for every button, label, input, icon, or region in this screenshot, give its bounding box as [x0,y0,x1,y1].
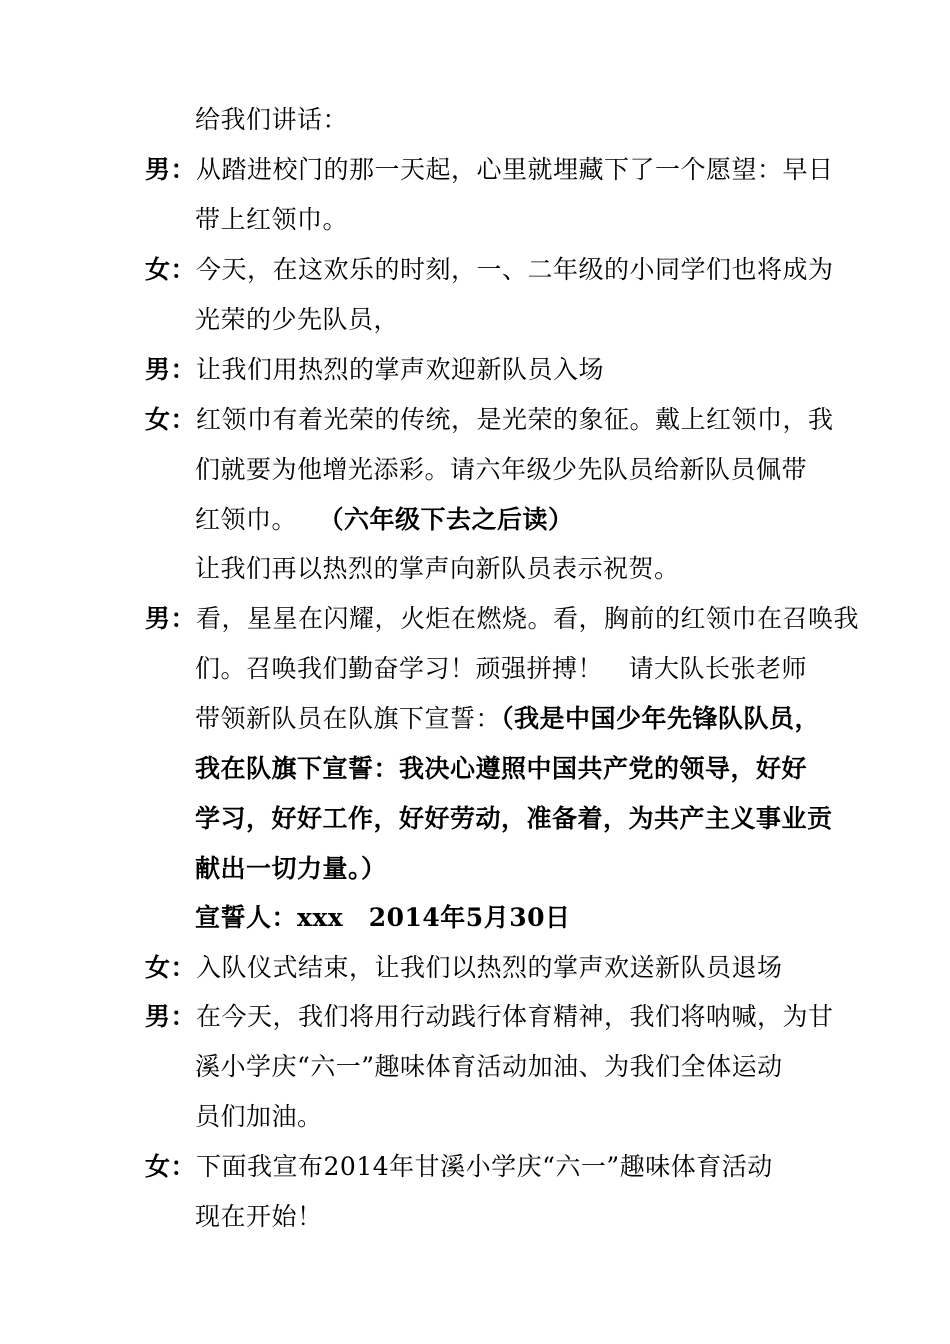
script-line [145,400,834,440]
line-text: 让我们用热烈的掌声欢迎新队员入场 [196,355,605,384]
line-text: 们就要为他增光添彩。请六年级少先队员给新队员佩带 [195,455,808,484]
line-text: 带上红领巾。 [195,205,349,234]
oath-text: 学习，好好工作，好好劳动，准备着，为共产主义事业贡 [195,804,833,833]
oath-signature [195,898,570,938]
speaker-label: 女： [145,1152,197,1181]
script-line [145,599,859,639]
line-text: 溪小学庆“六一”趣味体育活动加油、为我们全体运动 [195,1052,783,1081]
speaker-label: 女： [145,405,197,434]
oath-line [195,849,387,889]
line-text: 让我们再以热烈的掌声向新队员表示祝贺。 [195,554,680,583]
script-line [145,1147,773,1187]
speaker-label: 女： [145,953,197,982]
script-line [145,948,783,988]
script-line [195,450,807,490]
line-text: 在今天，我们将用行动践行体育精神，我们将呐喊，为甘 [196,1002,834,1031]
speaker-label: 男： [145,355,197,384]
script-line [145,997,834,1037]
line-text: 入队仪式结束，让我们以热烈的掌声欢送新队员退场 [196,953,783,982]
line-text: 员们加油。 [195,1102,323,1131]
line-text: 红领巾。 [195,505,298,534]
oath-line [195,799,833,839]
script-line [195,699,820,739]
line-text: 给我们讲话： [195,105,349,134]
line-text: 今天，在这欢乐的时刻，一、二年级的小同学们也将成为 [196,255,834,284]
script-line [195,100,348,140]
oath-text: （我是中国少年先锋队队员， [501,704,821,733]
script-line [145,150,834,190]
script-line [195,1097,323,1137]
speaker-label: 男： [145,604,197,633]
line-text: 看，星星在闪耀，火炬在燃烧。看，胸前的红领巾在召唤我 [196,604,860,633]
script-line [195,300,399,340]
line-text: 下面我宣布2014年甘溪小学庆“六一”趣味体育活动 [196,1152,773,1181]
oath-text: 我在队旗下宣誓：我决心遵照中国共产党的领导，好好 [195,754,808,783]
script-line [195,200,348,240]
stage-direction: （六年级下去之后读） [331,505,574,534]
oath-signature-text: 宣誓人：xxx 2014年5月30日 [195,903,571,932]
script-line [145,250,834,290]
script-line [195,549,680,589]
line-text: 从踏进校门的那一天起，心里就埋藏下了一个愿望：早日 [196,155,834,184]
line-text: 们。召唤我们勤奋学习！顽强拼搏！ 请大队长张老师 [195,654,808,683]
speaker-label: 男： [145,155,197,184]
line-text: 红领巾有着光荣的传统，是光荣的象征。戴上红领巾，我 [196,405,834,434]
speaker-label: 男： [145,1002,197,1031]
line-text: 现在开始！ [195,1202,323,1231]
script-line [195,1047,783,1087]
script-line [145,350,604,390]
oath-text: 献出一切力量。） [195,854,387,883]
script-line [195,500,574,540]
script-line [195,649,807,689]
line-text: 光荣的少先队员， [195,305,400,334]
line-text: 带领新队员在队旗下宣誓： [195,704,502,733]
speaker-label: 女： [145,255,197,284]
script-line [195,1197,323,1237]
oath-line [195,749,807,789]
